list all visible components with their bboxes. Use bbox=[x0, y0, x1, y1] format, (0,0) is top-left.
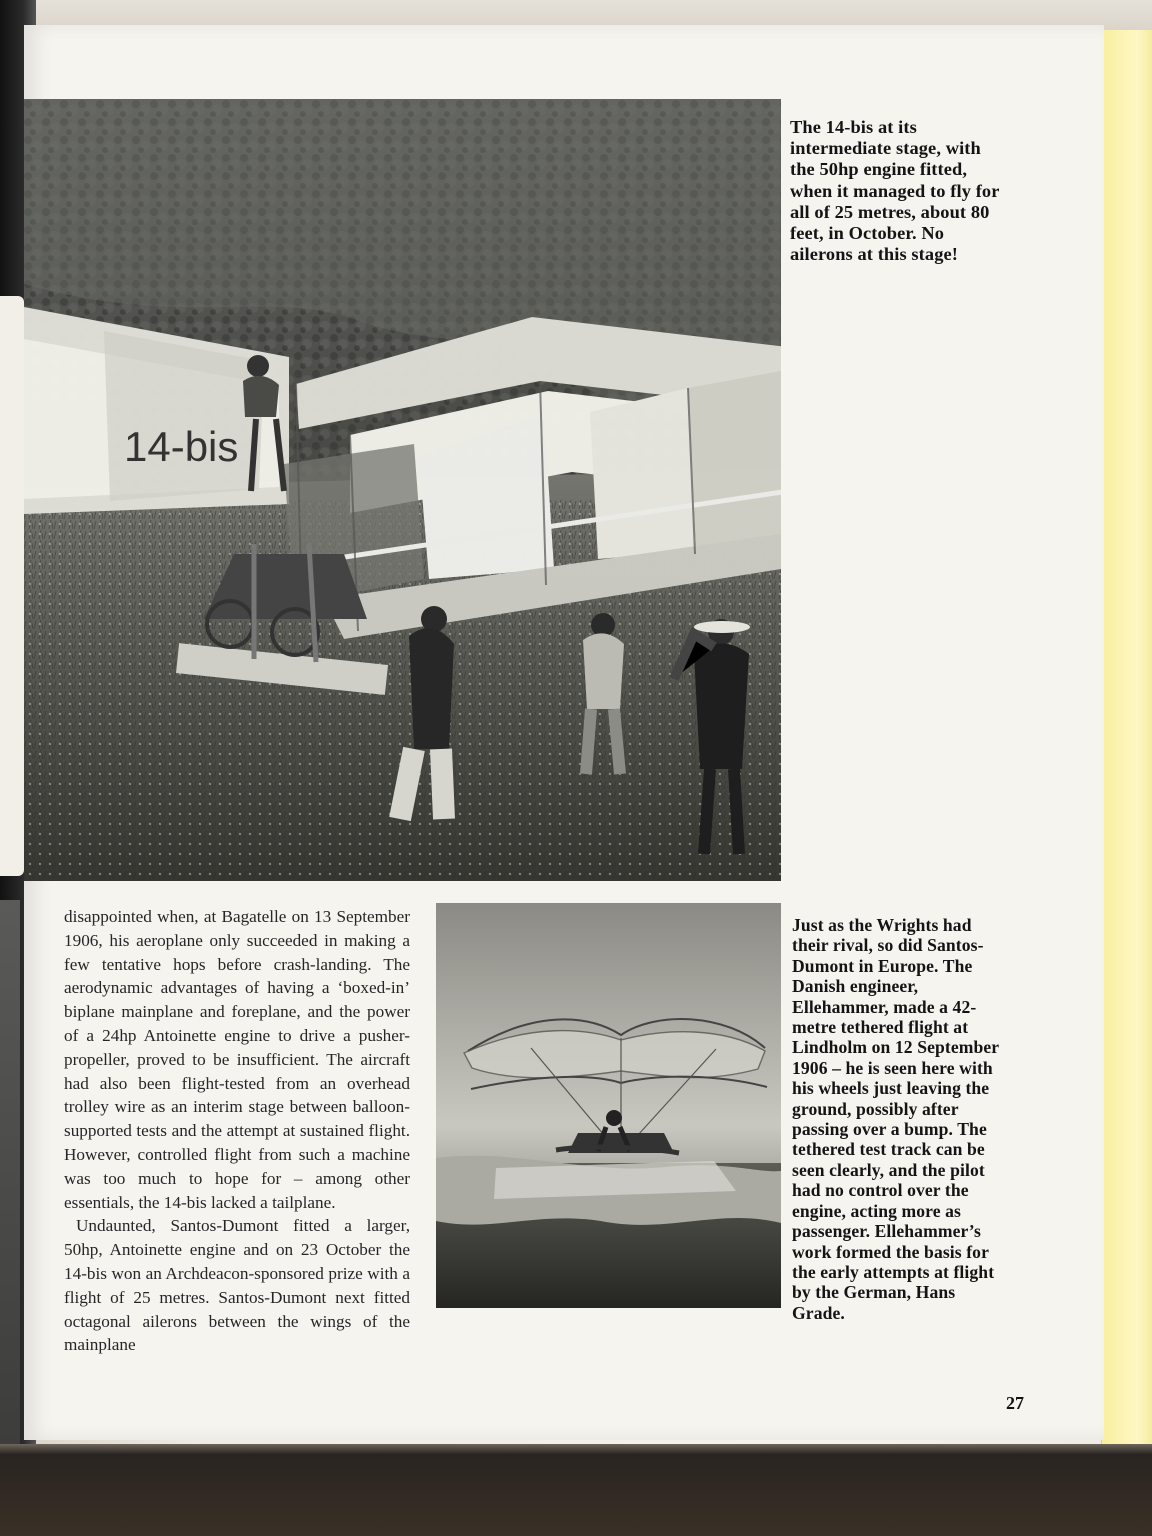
body-paragraph-1: disappointed when, at Bagatelle on 13 September 1906, his aeroplane only succeeded in making a few tentative hops before crash-landing. The aerodynamic advantages of having a ‘boxed-in’ biplane mainplane and foreplane, and the power of a 24hp Antoinette engine to drive a pusher-propeller, proved to be insufficient. The aircraft had also been flight-tested from an overhead trolley wire as an interim stage between balloon-supported tests and the attempt at sustained flight. However, controlled flight from such a machine was too much to hope for – among other essentials, the 14-bis lacked a tailplane. bbox=[64, 907, 410, 1212]
left-page-edge bbox=[0, 296, 24, 876]
top-photo-caption: The 14-bis at its intermediate stage, with the 50hp engine fitted, when it managed to fly for all of 25 metres, about 80 feet, in October. No ailerons at this stage! bbox=[790, 117, 1000, 265]
santos-dumont-photo-illustration bbox=[24, 99, 781, 881]
printed-page bbox=[24, 25, 1104, 1440]
yellow-book-edge bbox=[1101, 30, 1152, 1450]
bottom-historical-photo bbox=[436, 903, 781, 1308]
aircraft-marking: 14-bis bbox=[124, 423, 239, 470]
page-number: 27 bbox=[1006, 1393, 1024, 1413]
left-photo-edge bbox=[0, 900, 20, 1460]
book-cover-bottom bbox=[0, 1444, 1152, 1536]
body-paragraph-2: Undaunted, Santos-Dumont fitted a larger, 50hp, Antoinette engine and on 23 October the 14-bis won an Archdeacon-sponsored prize with a flight of 25 metres. Santos-Dumont next fitted octagonal ailerons between the wings of the mainplane bbox=[64, 1216, 410, 1355]
top-historical-photo bbox=[24, 99, 781, 881]
ellehammer-photo-illustration bbox=[436, 903, 781, 1308]
bottom-photo-caption: Just as the Wrights had their rival, so did Santos-Dumont in Europe. The Danish engineer, Ellehammer, made a 42-metre tethered flight at Lindholm on 12 September 1906 – he is seen here with his wheels just leaving the ground, possibly after passing over a bump. The tethered test track can be seen clearly, and the pilot had no control over the engine, acting more as passenger. Ellehammer’s work formed the basis for the early attempts at flight by the German, Hans Grade. bbox=[792, 915, 999, 1323]
article-body bbox=[64, 905, 410, 1357]
